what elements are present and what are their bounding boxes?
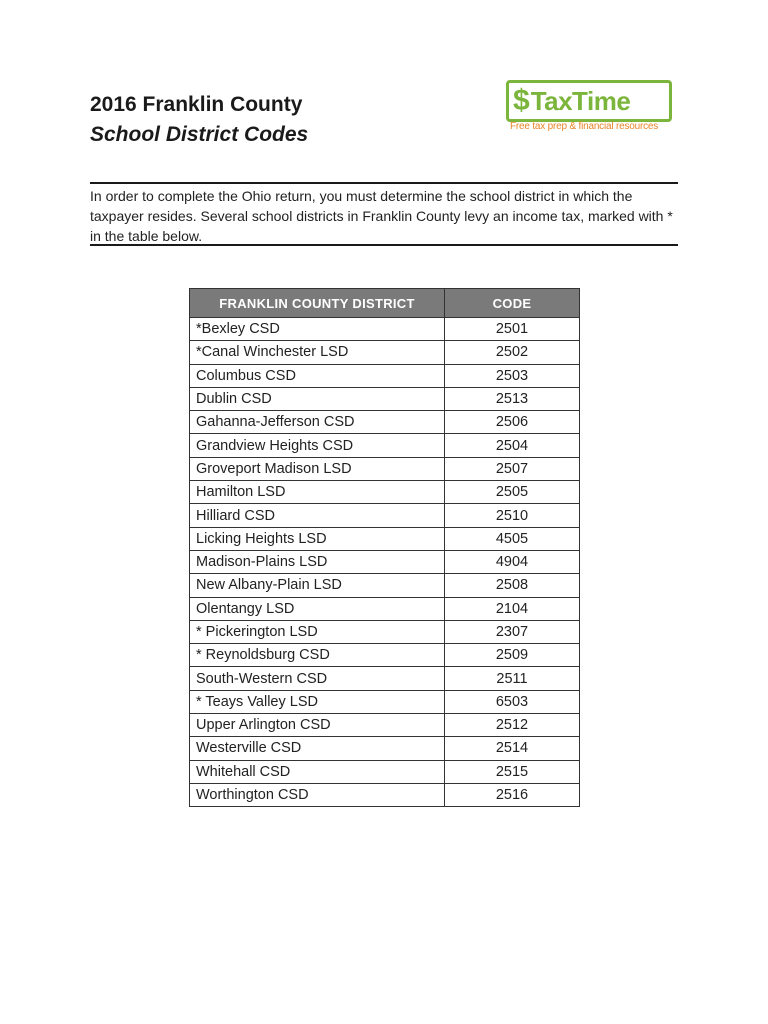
- district-name: Dublin CSD: [190, 387, 445, 410]
- table-row: [190, 690, 580, 713]
- table-row: [190, 783, 580, 806]
- district-code: 4904: [445, 550, 580, 573]
- district-code: 2503: [445, 364, 580, 387]
- district-name: South-Western CSD: [190, 667, 445, 690]
- district-code: 2502: [445, 341, 580, 364]
- district-code: 4505: [445, 527, 580, 550]
- district-code: 2507: [445, 457, 580, 480]
- district-code: 2511: [445, 667, 580, 690]
- table-row: [190, 341, 580, 364]
- district-name: * Pickerington LSD: [190, 620, 445, 643]
- district-code: 2510: [445, 504, 580, 527]
- district-code: 2509: [445, 644, 580, 667]
- district-name: Groveport Madison LSD: [190, 457, 445, 480]
- district-code: 2512: [445, 714, 580, 737]
- table-row: [190, 387, 580, 410]
- table-row: [190, 597, 580, 620]
- district-code: 2508: [445, 574, 580, 597]
- district-name: New Albany-Plain LSD: [190, 574, 445, 597]
- table-row: [190, 760, 580, 783]
- table-row: [190, 434, 580, 457]
- district-codes-table: [189, 288, 580, 807]
- taxtime-logo: [506, 80, 668, 136]
- table-row: [190, 481, 580, 504]
- district-name: * Teays Valley LSD: [190, 690, 445, 713]
- table-row: [190, 527, 580, 550]
- district-name: Grandview Heights CSD: [190, 434, 445, 457]
- district-name: Columbus CSD: [190, 364, 445, 387]
- district-code: 2307: [445, 620, 580, 643]
- table-row: [190, 550, 580, 573]
- district-name: Worthington CSD: [190, 783, 445, 806]
- district-name: Hilliard CSD: [190, 504, 445, 527]
- table-header-row: [190, 289, 580, 318]
- district-name: Hamilton LSD: [190, 481, 445, 504]
- logo-dollar-sign: $: [513, 84, 530, 117]
- intro-paragraph: In order to complete the Ohio return, you must determine the school district in which the taxpayer resides. Several school districts in Franklin County levy an income tax, marked with * in the table below.: [90, 188, 673, 244]
- table-row: [190, 364, 580, 387]
- district-code: 2515: [445, 760, 580, 783]
- district-name: Upper Arlington CSD: [190, 714, 445, 737]
- top-divider: [90, 182, 678, 184]
- district-name: Olentangy LSD: [190, 597, 445, 620]
- district-name: Westerville CSD: [190, 737, 445, 760]
- table-row: [190, 714, 580, 737]
- table-row: [190, 644, 580, 667]
- header-code: CODE: [445, 289, 580, 318]
- logo-box: [506, 80, 672, 122]
- table-row: [190, 457, 580, 480]
- district-code: 2505: [445, 481, 580, 504]
- bottom-divider: [90, 244, 678, 246]
- table-row: [190, 737, 580, 760]
- district-code: 2514: [445, 737, 580, 760]
- district-code: 2516: [445, 783, 580, 806]
- header-district: FRANKLIN COUNTY DISTRICT: [190, 289, 445, 318]
- district-code: 2506: [445, 411, 580, 434]
- table-row: [190, 620, 580, 643]
- district-code: 2504: [445, 434, 580, 457]
- table-row: [190, 504, 580, 527]
- district-name: Madison-Plains LSD: [190, 550, 445, 573]
- logo-tagline: Free tax prep & financial resources: [510, 121, 659, 132]
- page-title: 2016 Franklin County: [90, 93, 303, 116]
- district-name: *Canal Winchester LSD: [190, 341, 445, 364]
- page-subtitle: School District Codes: [90, 123, 309, 146]
- district-name: *Bexley CSD: [190, 318, 445, 341]
- district-name: * Reynoldsburg CSD: [190, 644, 445, 667]
- district-name: Licking Heights LSD: [190, 527, 445, 550]
- district-code: 6503: [445, 690, 580, 713]
- logo-wordmark: TaxTime: [530, 86, 631, 116]
- table-row: [190, 318, 580, 341]
- district-name: Whitehall CSD: [190, 760, 445, 783]
- table-row: [190, 574, 580, 597]
- district-code: 2513: [445, 387, 580, 410]
- table-row: [190, 667, 580, 690]
- district-code: 2104: [445, 597, 580, 620]
- table-row: [190, 411, 580, 434]
- district-code: 2501: [445, 318, 580, 341]
- district-name: Gahanna-Jefferson CSD: [190, 411, 445, 434]
